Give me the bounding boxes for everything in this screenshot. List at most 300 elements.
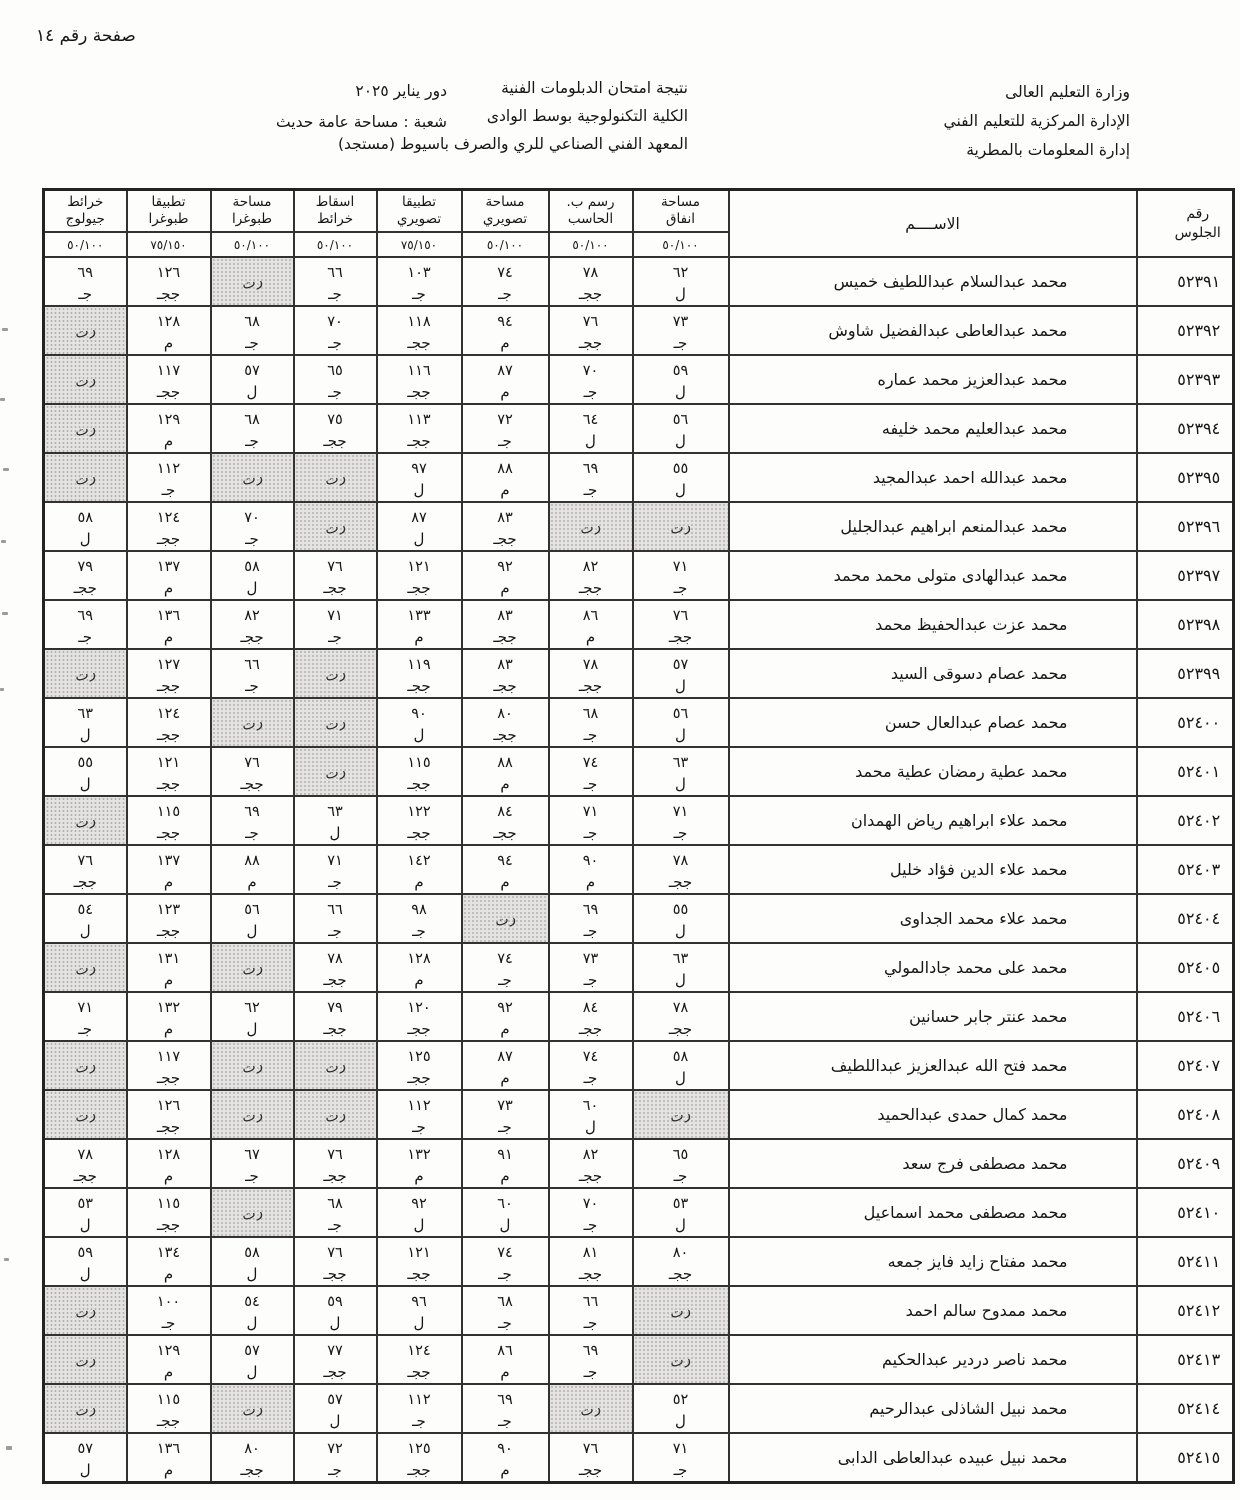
- grade-cell: [127, 845, 211, 894]
- grade-letter: ججـ: [407, 334, 431, 352]
- grade-letter: ل: [79, 1265, 91, 1283]
- grade-score: ١٢١: [407, 1245, 431, 1261]
- grade-letter: جـ: [328, 1216, 342, 1234]
- grade-letter: م: [163, 334, 174, 352]
- grade-cell: [549, 1090, 633, 1139]
- grade-score: ٧٠: [582, 363, 599, 379]
- absent-label: رت: [493, 909, 517, 931]
- grade-score: ٥٨: [244, 1245, 260, 1261]
- seat-number-cell: ٥٢٣٩٧: [1137, 551, 1234, 600]
- grade-letter: ل: [675, 1412, 686, 1430]
- grade-cell: [44, 845, 127, 894]
- grade-letter: ججـ: [407, 1460, 431, 1479]
- grade-letter: ججـ: [240, 1460, 264, 1479]
- grade-cell: [377, 1139, 462, 1188]
- absent-label: رت: [240, 272, 264, 294]
- grade-score: ١١٦: [407, 363, 431, 379]
- grade-letter: ل: [413, 481, 425, 499]
- grade-score: ٦٩: [497, 1392, 513, 1408]
- grade-letter: ججـ: [156, 383, 181, 401]
- grade-cell: [294, 355, 377, 404]
- grade-letter: ل: [79, 775, 91, 793]
- grade-letter: ل: [79, 1460, 91, 1479]
- grade-cell: [127, 355, 211, 404]
- table-row: [44, 551, 1234, 600]
- seat-number-cell: ٥٢٤١٢: [1137, 1286, 1234, 1335]
- absent-label: رت: [73, 664, 98, 686]
- absent-grade-cell: [211, 1090, 294, 1139]
- grade-letter: جـ: [245, 1167, 259, 1185]
- grade-cell: [633, 1139, 729, 1188]
- grade-cell: [549, 1286, 633, 1335]
- grade-letter: ججـ: [156, 824, 181, 842]
- absent-grade-cell: [211, 453, 294, 502]
- grade-letter: ججـ: [578, 1167, 603, 1185]
- student-name-cell: محمد عبدالله احمد عبدالمجيد: [729, 453, 1137, 502]
- grade-cell: [633, 747, 729, 796]
- grade-score: ٧٣: [672, 314, 689, 330]
- grade-score: ١٣٧: [156, 559, 181, 575]
- grade-cell: [127, 306, 211, 355]
- grade-score: ٨٦: [497, 1343, 513, 1359]
- grade-letter: ججـ: [407, 432, 431, 450]
- grade-letter: جـ: [583, 1363, 598, 1381]
- student-name-cell: محمد عبدالهادى متولى محمد محمد: [729, 551, 1137, 600]
- grade-score: ٥٢: [672, 1392, 689, 1408]
- grade-letter: ججـ: [407, 677, 431, 695]
- grade-cell: [377, 845, 462, 894]
- grade-letter: ججـ: [668, 628, 693, 646]
- grade-letter: جـ: [245, 677, 259, 695]
- grade-letter: م: [163, 1363, 174, 1381]
- grade-letter: ججـ: [156, 1118, 181, 1136]
- grade-score: ١١٥: [156, 1392, 181, 1408]
- grade-letter: ل: [329, 824, 341, 842]
- seat-number-cell: ٥٢٤١٠: [1137, 1188, 1234, 1237]
- student-name-cell: محمد عبدالعاطى عبدالفضيل شاوش: [729, 306, 1137, 355]
- grade-cell: [211, 1237, 294, 1286]
- grade-cell: [377, 1237, 462, 1286]
- table-row: [44, 1139, 1234, 1188]
- grade-letter: جـ: [583, 726, 598, 744]
- grade-score: ٦٣: [672, 951, 689, 967]
- grade-cell: [377, 306, 462, 355]
- grade-cell: [549, 1188, 633, 1237]
- grade-letter: ججـ: [578, 1265, 603, 1283]
- grade-cell: [633, 404, 729, 453]
- grade-letter: م: [500, 873, 510, 891]
- absent-grade-cell: [44, 1041, 127, 1090]
- max-marks-cell: ٧٥/١٥٠: [127, 232, 211, 257]
- student-name-cell: محمد على محمد جادالمولي: [729, 943, 1137, 992]
- grade-letter: ل: [413, 726, 425, 744]
- grade-score: ٧١: [582, 804, 599, 820]
- absent-label: رت: [73, 468, 98, 490]
- grade-letter: م: [414, 628, 424, 646]
- grade-score: ٦٩: [244, 804, 260, 820]
- seat-number-cell: ٥٢٤٠١: [1137, 747, 1234, 796]
- grade-score: ٨٧: [411, 510, 427, 526]
- absent-grade-cell: [44, 1384, 127, 1433]
- grade-cell: [294, 1286, 377, 1335]
- grade-letter: ججـ: [407, 1363, 431, 1381]
- grade-cell: [633, 453, 729, 502]
- grade-score: ١٢٧: [156, 657, 181, 673]
- grade-cell: [462, 502, 549, 551]
- grade-letter: ججـ: [578, 579, 603, 597]
- grade-letter: جـ: [583, 1314, 598, 1332]
- grade-cell: [44, 747, 127, 796]
- grade-score: ٧٩: [77, 559, 94, 575]
- grade-letter: م: [500, 775, 510, 793]
- grade-cell: [377, 453, 462, 502]
- grade-letter: م: [500, 1069, 510, 1087]
- absent-label: رت: [323, 1056, 347, 1078]
- student-name-cell: محمد عبدالمنعم ابراهيم عبدالجليل: [729, 502, 1137, 551]
- grade-cell: [549, 698, 633, 747]
- grade-letter: جـ: [583, 383, 598, 401]
- grade-cell: [462, 306, 549, 355]
- grade-cell: [549, 453, 633, 502]
- grade-letter: ججـ: [578, 1020, 603, 1038]
- grade-cell: [633, 894, 729, 943]
- grade-score: ٧٦: [327, 559, 343, 575]
- student-name-cell: محمد عصام عبدالعال حسن: [729, 698, 1137, 747]
- grade-score: ٦٩: [582, 902, 599, 918]
- subject-header-photogrammetric-survey: مساحة تصويري: [462, 190, 549, 233]
- subject-header-photogrammetric-applications: تطبيقا تصويري: [377, 190, 462, 233]
- absent-label: رت: [73, 1056, 98, 1078]
- subject-header-topographic-applications: تطبيقا طبوغرا: [127, 190, 211, 233]
- grade-cell: [549, 747, 633, 796]
- table-row: [44, 845, 1234, 894]
- grade-letter: ججـ: [73, 1167, 97, 1185]
- grade-letter: ججـ: [668, 873, 693, 891]
- grade-letter: جـ: [78, 285, 93, 303]
- grade-cell: [377, 502, 462, 551]
- grade-cell: [377, 1335, 462, 1384]
- grade-cell: [127, 1433, 211, 1482]
- grade-cell: [462, 1237, 549, 1286]
- table-row: [44, 453, 1234, 502]
- grade-letter: م: [414, 873, 424, 891]
- grade-cell: [462, 649, 549, 698]
- grade-score: ٦٨: [497, 1294, 513, 1310]
- grade-score: ٦٤: [582, 412, 599, 428]
- table-row: [44, 992, 1234, 1041]
- grade-score: ٦٢: [244, 1000, 260, 1016]
- grade-cell: [127, 894, 211, 943]
- scan-artifact: [1, 540, 6, 543]
- institute-line: المعهد الفني الصناعي للري والصرف باسيوط (مستجد): [337, 135, 688, 153]
- student-name-cell: محمد عبدالعزيز محمد عماره: [729, 355, 1137, 404]
- grade-letter: ل: [675, 285, 686, 303]
- grade-score: ٥٧: [672, 657, 689, 673]
- grade-score: ١٢٥: [407, 1049, 431, 1065]
- grade-score: ٧١: [327, 853, 343, 869]
- grade-score: ٧٦: [582, 314, 599, 330]
- grade-letter: جـ: [673, 824, 688, 842]
- max-marks-cell: ٥٠/١٠٠: [549, 232, 633, 257]
- grade-score: ٦٣: [77, 706, 94, 722]
- table-row: [44, 502, 1234, 551]
- grade-letter: ججـ: [323, 1167, 347, 1185]
- grade-cell: [549, 796, 633, 845]
- scan-artifact: [0, 398, 5, 401]
- grade-letter: ججـ: [578, 285, 603, 303]
- grade-letter: ججـ: [73, 579, 97, 597]
- absent-label: رت: [240, 713, 264, 735]
- result-title-line: نتيجة امتحان الدبلومات الفنية: [501, 79, 688, 97]
- grade-score: ١١٧: [156, 1049, 181, 1065]
- grade-cell: [633, 600, 729, 649]
- grade-letter: ججـ: [407, 775, 431, 793]
- grade-letter: جـ: [161, 481, 176, 499]
- table-row: [44, 1041, 1234, 1090]
- grade-cell: [211, 747, 294, 796]
- absent-grade-cell: [211, 257, 294, 306]
- grade-score: ٥٦: [244, 902, 260, 918]
- grade-score: ٨٦: [582, 608, 599, 624]
- seat-number-cell: ٥٢٤٠٩: [1137, 1139, 1234, 1188]
- seat-number-cell: ٥٢٤٠٤: [1137, 894, 1234, 943]
- max-marks-cell: ٥٠/١٠٠: [44, 232, 127, 257]
- seat-number-cell: ٥٢٤٠٣: [1137, 845, 1234, 894]
- grade-letter: م: [500, 1020, 510, 1038]
- student-name-cell: محمد عصام دسوقى السيد: [729, 649, 1137, 698]
- results-table: [42, 188, 1235, 1484]
- student-name-cell: محمد مفتاح زايد فايز جمعه: [729, 1237, 1137, 1286]
- student-name-cell: محمد علاء محمد الجداوى: [729, 894, 1137, 943]
- grade-score: ٨٧: [497, 1049, 513, 1065]
- grade-letter: جـ: [498, 285, 512, 303]
- grade-score: ١١٢: [156, 461, 181, 477]
- table-row: [44, 1090, 1234, 1139]
- grade-score: ٧٤: [497, 1245, 513, 1261]
- absent-label: رت: [240, 1399, 264, 1421]
- grade-score: ٧١: [672, 1440, 689, 1457]
- grade-letter: م: [163, 432, 174, 450]
- grade-score: ١٣٢: [156, 1000, 181, 1016]
- grade-score: ٦٩: [77, 608, 94, 624]
- grade-letter: جـ: [583, 481, 598, 499]
- grade-cell: [44, 992, 127, 1041]
- grade-cell: [377, 257, 462, 306]
- subject-header-computer-drawing: رسم ب. الحاسب: [549, 190, 633, 233]
- seat-number-cell: ٥٢٤٠٨: [1137, 1090, 1234, 1139]
- grade-cell: [633, 992, 729, 1041]
- grade-score: ٧٦: [327, 1147, 343, 1163]
- grade-score: ٦٠: [497, 1196, 513, 1212]
- grade-letter: ججـ: [668, 1265, 693, 1283]
- table-row: [44, 306, 1234, 355]
- absent-label: رت: [73, 1350, 98, 1372]
- grade-letter: ل: [413, 1314, 425, 1332]
- grade-score: ١٤٢: [407, 853, 431, 869]
- grade-letter: ل: [585, 1118, 596, 1136]
- grade-cell: [127, 698, 211, 747]
- grade-score: ٥٩: [672, 363, 689, 379]
- grade-score: ١٢١: [407, 559, 431, 575]
- grade-score: ١١٢: [407, 1392, 431, 1408]
- grade-cell: [462, 992, 549, 1041]
- grade-score: ٥٩: [77, 1245, 94, 1261]
- absent-label: رت: [73, 1105, 98, 1127]
- grade-cell: [462, 1433, 549, 1482]
- grade-cell: [549, 943, 633, 992]
- grade-letter: م: [163, 579, 174, 597]
- grade-cell: [633, 1384, 729, 1433]
- max-marks-cell: ٥٠/١٠٠: [294, 232, 377, 257]
- grade-cell: [44, 1237, 127, 1286]
- grade-cell: [44, 894, 127, 943]
- information-administration-line: إدارة المعلومات بالمطرية: [966, 141, 1130, 159]
- grade-letter: جـ: [328, 383, 342, 401]
- student-name-cell: محمد عزت عبدالحفيظ محمد: [729, 600, 1137, 649]
- grade-letter: ل: [246, 1363, 258, 1381]
- grade-cell: [127, 1237, 211, 1286]
- grade-letter: ججـ: [493, 628, 517, 646]
- grade-score: ٦٦: [582, 1294, 599, 1310]
- grade-letter: ججـ: [493, 726, 517, 744]
- grade-cell: [377, 894, 462, 943]
- grade-cell: [127, 551, 211, 600]
- student-name-cell: محمد عنتر جابر حسانين: [729, 992, 1137, 1041]
- grade-score: ٧٣: [497, 1098, 513, 1114]
- scan-artifact: [3, 468, 9, 471]
- ministry-header-block: [944, 78, 1130, 165]
- absent-label: رت: [323, 1105, 347, 1127]
- student-name-cell: محمد مصطفى محمد اسماعيل: [729, 1188, 1137, 1237]
- grade-letter: ججـ: [493, 824, 517, 842]
- grade-letter: ججـ: [156, 726, 181, 744]
- grade-score: ٧٨: [327, 951, 343, 967]
- table-row: [44, 1188, 1234, 1237]
- absent-label: رت: [240, 1203, 264, 1225]
- grade-score: ١٢٣: [156, 902, 181, 918]
- absent-grade-cell: [44, 1335, 127, 1384]
- student-name-cell: محمد عبدالسلام عبداللطيف خميس: [729, 257, 1137, 306]
- grade-letter: ل: [79, 530, 91, 548]
- grade-letter: جـ: [78, 1020, 93, 1038]
- table-row: [44, 355, 1234, 404]
- grade-letter: ل: [79, 922, 91, 940]
- central-administration-line: الإدارة المركزية للتعليم الفني: [943, 112, 1130, 130]
- grade-cell: [127, 404, 211, 453]
- seat-column-header: رقم الجلوس: [1137, 190, 1234, 258]
- grade-cell: [462, 1139, 549, 1188]
- grade-score: ١٢٠: [407, 1000, 431, 1016]
- grade-cell: [462, 1090, 549, 1139]
- grade-letter: جـ: [673, 1167, 688, 1185]
- seat-number-cell: ٥٢٣٩٣: [1137, 355, 1234, 404]
- grade-cell: [294, 600, 377, 649]
- results-tbody: [44, 257, 1234, 1482]
- grade-score: ٥٣: [672, 1196, 689, 1212]
- grade-score: ٧١: [672, 559, 689, 575]
- grade-letter: ل: [413, 1216, 425, 1234]
- absent-grade-cell: [633, 502, 729, 551]
- grade-cell: [127, 600, 211, 649]
- grade-score: ٥٥: [672, 902, 689, 918]
- grade-cell: [377, 600, 462, 649]
- grade-cell: [44, 1139, 127, 1188]
- grade-score: ٨٠: [497, 706, 513, 722]
- grade-score: ٧٣: [582, 951, 599, 967]
- grade-cell: [549, 1139, 633, 1188]
- seat-number-cell: ٥٢٤١١: [1137, 1237, 1234, 1286]
- name-column-header: الاســــم: [729, 190, 1137, 258]
- page-number-label: صفحة رقم ١٤: [36, 26, 136, 46]
- grade-letter: م: [500, 383, 510, 401]
- division-line: شعبة : مساحة عامة حديث: [276, 113, 447, 131]
- absent-label: رت: [578, 517, 603, 539]
- grade-cell: [44, 551, 127, 600]
- grade-letter: ل: [675, 432, 686, 450]
- grade-score: ٧١: [327, 608, 343, 624]
- grade-letter: جـ: [161, 1314, 176, 1332]
- absent-grade-cell: [44, 1090, 127, 1139]
- grade-cell: [549, 1335, 633, 1384]
- grade-letter: ججـ: [156, 1412, 181, 1430]
- student-name-cell: محمد عطية رمضان عطية محمد: [729, 747, 1137, 796]
- grade-cell: [294, 306, 377, 355]
- grade-cell: [549, 1237, 633, 1286]
- grade-cell: [462, 1286, 549, 1335]
- grade-letter: جـ: [583, 922, 598, 940]
- absent-grade-cell: [44, 943, 127, 992]
- seat-number-cell: ٥٢٣٩١: [1137, 257, 1234, 306]
- grade-cell: [633, 1188, 729, 1237]
- grade-letter: م: [163, 1167, 174, 1185]
- absent-grade-cell: [294, 1090, 377, 1139]
- grade-score: ٦٧: [244, 1147, 260, 1163]
- grade-cell: [549, 1433, 633, 1482]
- grade-score: ٥٥: [77, 755, 94, 771]
- absent-label: رت: [73, 811, 98, 833]
- grade-letter: ل: [246, 383, 258, 401]
- student-name-cell: محمد فتح الله عبدالعزيز عبداللطيف: [729, 1041, 1137, 1090]
- grade-cell: [633, 1041, 729, 1090]
- grade-cell: [633, 257, 729, 306]
- max-marks-cell: ٥٠/١٠٠: [462, 232, 549, 257]
- table-row: [44, 257, 1234, 306]
- grade-score: ٥٤: [244, 1294, 260, 1310]
- grade-score: ١١٩: [407, 657, 431, 673]
- grade-score: ٥٧: [77, 1440, 94, 1457]
- grade-letter: جـ: [673, 334, 688, 352]
- grade-cell: [549, 600, 633, 649]
- session-line: دور يناير ٢٠٢٥: [355, 82, 447, 100]
- grade-score: ٧٨: [77, 1147, 94, 1163]
- table-row: [44, 404, 1234, 453]
- grade-cell: [633, 306, 729, 355]
- grade-letter: جـ: [245, 530, 259, 548]
- grade-score: ٧٤: [497, 951, 513, 967]
- grade-score: ٩١: [497, 1147, 513, 1163]
- grade-letter: م: [247, 873, 257, 891]
- absent-label: رت: [668, 1301, 693, 1323]
- grade-score: ٧٦: [77, 853, 94, 869]
- grade-letter: جـ: [412, 1118, 426, 1136]
- seat-number-cell: ٥٢٤٠٥: [1137, 943, 1234, 992]
- grade-letter: ججـ: [240, 628, 264, 646]
- grade-score: ٨٨: [497, 461, 513, 477]
- scan-artifact: [2, 612, 8, 615]
- grade-letter: ججـ: [156, 1216, 181, 1234]
- grade-letter: م: [163, 873, 174, 891]
- absent-grade-cell: [549, 502, 633, 551]
